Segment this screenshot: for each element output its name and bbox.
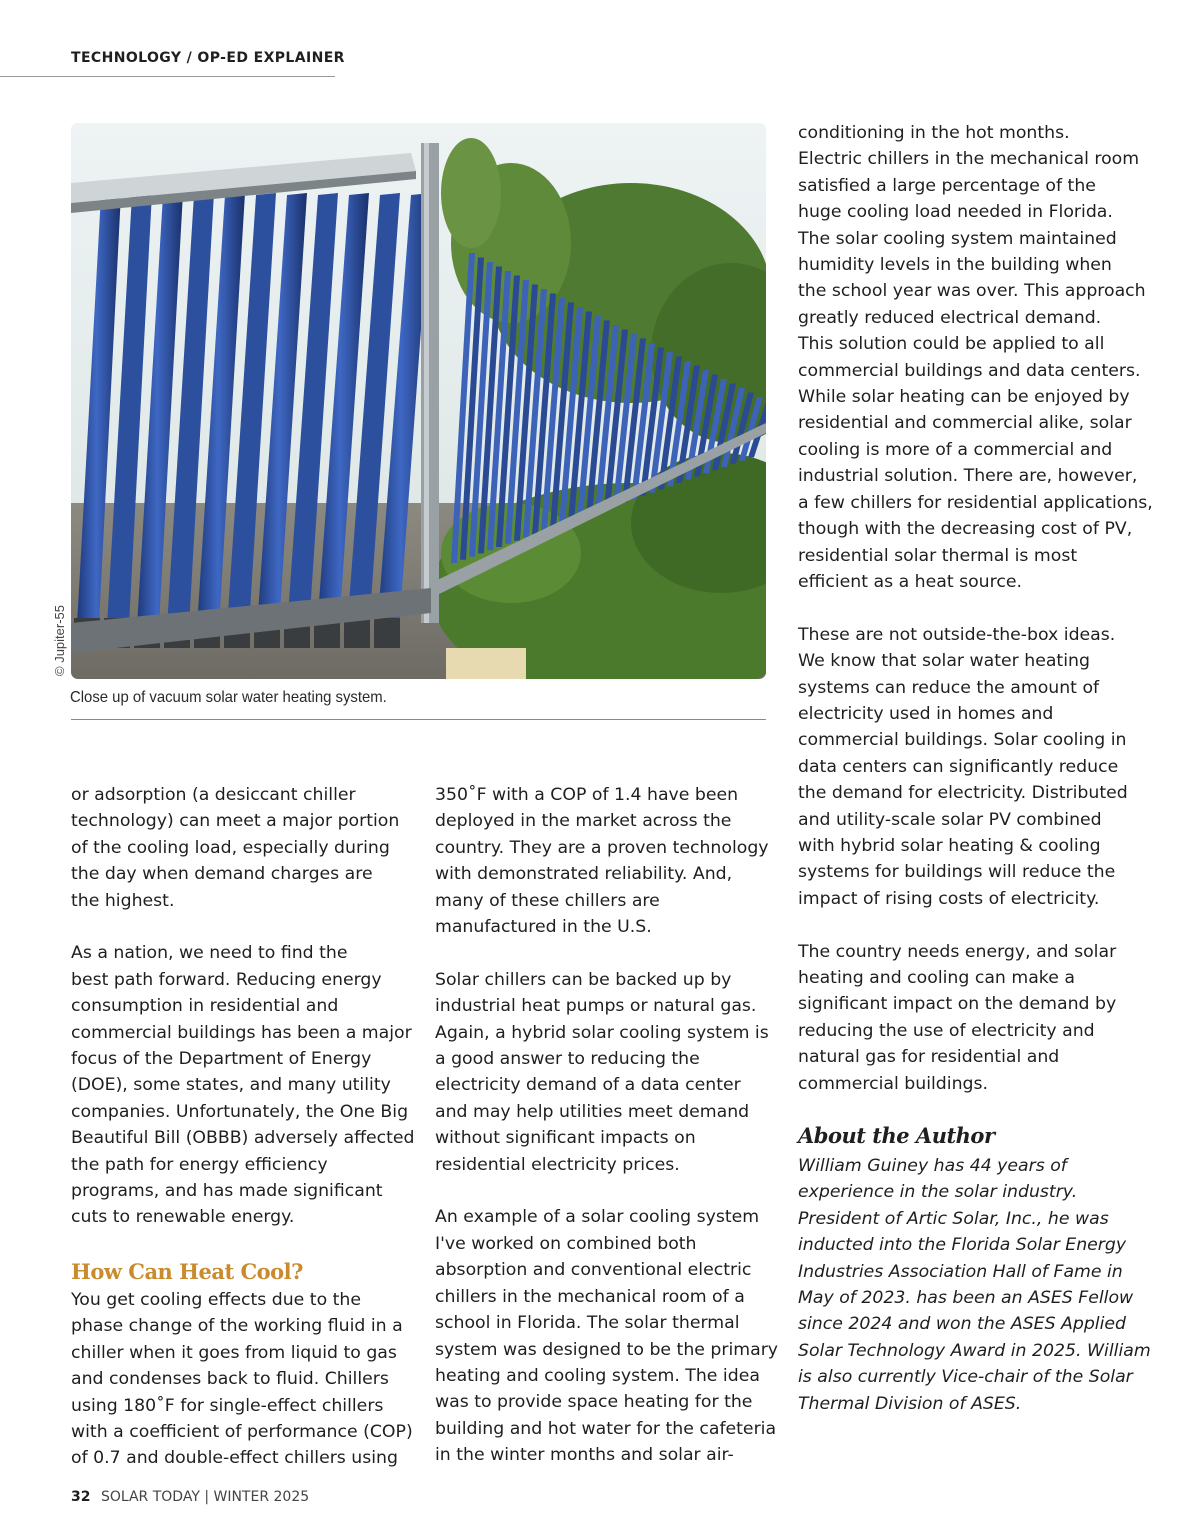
text-line: These are not outside-the-box ideas.: [798, 624, 1116, 645]
text-line: conditioning in the hot months.: [798, 123, 1070, 143]
text-line: with demonstrated reliability. And,: [435, 864, 733, 885]
text-line: commercial buildings has been a major: [71, 1022, 412, 1043]
text-line: 350˚F with a COP of 1.4 have been: [435, 785, 739, 805]
text-line: Beautiful Bill (OBBB) adversely affected: [71, 1128, 415, 1149]
paragraph: [798, 939, 1138, 1097]
paragraph: [71, 782, 411, 914]
publication-name: SOLAR TODAY | WINTER 2025: [100, 1489, 310, 1505]
bucket: [446, 648, 526, 679]
text-line: industrial heat pumps or natural gas.: [435, 996, 757, 1017]
text-line: though with the decreasing cost of PV,: [798, 519, 1133, 540]
paragraph: [798, 622, 1138, 912]
text-line: deployed in the market across the: [435, 811, 732, 832]
text-line: with hybrid solar heating & cooling: [798, 835, 1101, 856]
text-line: heating and cooling can make a: [798, 967, 1075, 988]
text-line: experience in the solar industry.: [798, 1182, 1078, 1203]
text-line: a good answer to reducing the: [435, 1049, 700, 1070]
text-line: significant impact on the demand by: [798, 994, 1117, 1015]
text-line: was to provide space heating for the: [435, 1392, 753, 1413]
text-line: focus of the Department of Energy: [71, 1049, 372, 1070]
text-line: Solar chillers can be backed up by: [435, 969, 732, 990]
text-line: is also currently Vice-chair of the Solar: [798, 1367, 1133, 1388]
text-line: many of these chillers are: [435, 890, 660, 911]
text-line: cooling is more of a commercial and: [798, 439, 1113, 460]
text-line: and utility-scale solar PV combined: [798, 809, 1102, 830]
text-line: I've worked on combined both: [435, 1233, 697, 1254]
text-line: Solar Technology Award in 2025. William: [798, 1340, 1151, 1361]
text-line: consumption in residential and: [71, 996, 339, 1017]
text-line: a few chillers for residential applications,: [798, 492, 1153, 513]
text-line: school in Florida. The solar thermal: [435, 1313, 740, 1334]
text-line: The solar cooling system maintained: [798, 228, 1117, 249]
text-line: systems for buildings will reduce the: [798, 862, 1116, 883]
text-line: impact of rising costs of electricity.: [798, 888, 1100, 909]
text-line: electricity used in homes and: [798, 703, 1054, 724]
text-line: manufactured in the U.S.: [435, 917, 652, 938]
text-line: greatly reduced electrical demand.: [798, 307, 1102, 328]
text-line: Thermal Division of ASES.: [798, 1393, 1022, 1414]
text-line: As a nation, we need to find the: [71, 943, 348, 964]
text-line: The country needs energy, and solar: [798, 941, 1117, 962]
text-line: residential electricity prices.: [435, 1154, 680, 1175]
tube-end-cap: [374, 618, 400, 648]
text-line: using 180˚F for single-effect chillers: [71, 1395, 384, 1416]
solar-collector-photo: [71, 123, 766, 679]
text-line: the highest.: [71, 890, 175, 911]
text-line: the path for energy efficiency: [71, 1154, 328, 1175]
text-line: system was designed to be the primary: [435, 1339, 779, 1360]
text-line: William Guiney has 44 years of: [798, 1156, 1067, 1176]
header-rule: [0, 76, 335, 77]
section-label: TECHNOLOGY / OP-ED EXPLAINER: [71, 50, 345, 66]
text-line: This solution could be applied to all: [798, 334, 1105, 355]
text-line: electricity demand of a data center: [435, 1075, 741, 1096]
text-line: cuts to renewable energy.: [71, 1207, 295, 1228]
page-number: 32: [71, 1489, 91, 1505]
text-line: building and hot water for the cafeteria: [435, 1418, 777, 1439]
text-line: country. They are a proven technology: [435, 837, 769, 858]
text-line: Industries Association Hall of Fame in: [798, 1261, 1123, 1282]
article-column-1: [71, 782, 415, 1472]
text-line: industrial solution. There are, however,: [798, 466, 1138, 487]
text-line: the demand for electricity. Distributed: [798, 783, 1128, 804]
photo-caption: Close up of vacuum solar water heating system.: [70, 689, 387, 706]
text-line: companies. Unfortunately, the One Big: [71, 1101, 409, 1122]
text-line: efficient as a heat source.: [798, 571, 1022, 592]
text-line: commercial buildings.: [798, 1073, 989, 1094]
text-line: inducted into the Florida Solar Energy: [798, 1235, 1127, 1256]
text-line: of the cooling load, especially during: [71, 837, 390, 858]
text-line: heating and cooling system. The idea: [435, 1365, 760, 1386]
text-line: An example of a solar cooling system: [435, 1207, 760, 1228]
text-line: programs, and has made significant: [71, 1181, 383, 1202]
text-line: satisfied a large percentage of the: [798, 175, 1096, 196]
text-line: Again, a hybrid solar cooling system is: [435, 1022, 769, 1043]
text-line: humidity levels in the building when: [798, 255, 1112, 276]
paragraph: [435, 967, 775, 1178]
text-line: commercial buildings. Solar cooling in: [798, 730, 1127, 751]
text-line: the school year was over. This approach: [798, 281, 1146, 302]
author-bio: [798, 1153, 1151, 1417]
text-line: natural gas for residential and: [798, 1047, 1060, 1068]
text-line: commercial buildings and data centers.: [798, 360, 1141, 381]
text-line: without significant impacts on: [435, 1128, 696, 1149]
text-line: technology) can meet a major portion: [71, 811, 400, 832]
text-line: We know that solar water heating: [798, 651, 1090, 672]
text-line: huge cooling load needed in Florida.: [798, 202, 1113, 223]
text-line: in the winter months and solar air-: [435, 1445, 734, 1466]
text-line: absorption and conventional electric: [435, 1260, 752, 1281]
text-line: (DOE), some states, and many utility: [71, 1075, 391, 1096]
author-heading: About the Author: [798, 1123, 995, 1148]
text-line: data centers can significantly reduce: [798, 756, 1119, 777]
article-column-2: [435, 782, 779, 1469]
caption-rule: [71, 719, 766, 720]
paragraph: [435, 1204, 779, 1468]
tube-end-cap: [344, 618, 370, 648]
page-footer: [71, 1489, 309, 1505]
photo-credit: © Jupiter-55: [52, 605, 67, 676]
text-line: President of Artic Solar, Inc., he was: [798, 1208, 1109, 1229]
text-line: the day when demand charges are: [71, 864, 373, 885]
text-line: May of 2023. has been an ASES Fellow: [798, 1288, 1134, 1309]
paragraph: [435, 782, 775, 940]
text-line: since 2024 and won the ASES Applied: [798, 1314, 1127, 1335]
text-line: with a coefficient of performance (COP): [71, 1421, 413, 1442]
article-column-3: [798, 120, 1153, 1417]
text-line: of 0.7 and double-effect chillers using: [71, 1448, 398, 1469]
text-line: Electric chillers in the mechanical room: [798, 149, 1140, 170]
text-line: and may help utilities meet demand: [435, 1101, 750, 1122]
text-line: While solar heating can be enjoyed by: [798, 387, 1130, 408]
text-line: reducing the use of electricity and: [798, 1020, 1095, 1041]
text-line: and condenses back to fluid. Chillers: [71, 1369, 389, 1390]
text-line: phase change of the working fluid in a: [71, 1316, 403, 1337]
text-line: chiller when it goes from liquid to gas: [71, 1342, 397, 1363]
text-line: residential and commercial alike, solar: [798, 413, 1132, 434]
text-line: or adsorption (a desiccant chiller: [71, 785, 356, 805]
text-line: residential solar thermal is most: [798, 545, 1078, 566]
text-line: best path forward. Reducing energy: [71, 969, 382, 990]
subhead: How Can Heat Cool?: [71, 1258, 303, 1284]
text-line: You get cooling effects due to the: [71, 1289, 362, 1310]
paragraph: [71, 1287, 411, 1472]
text-line: chillers in the mechanical room of a: [435, 1286, 745, 1307]
paragraph: [71, 940, 415, 1230]
text-line: systems can reduce the amount of: [798, 677, 1100, 698]
paragraph: [798, 120, 1153, 595]
